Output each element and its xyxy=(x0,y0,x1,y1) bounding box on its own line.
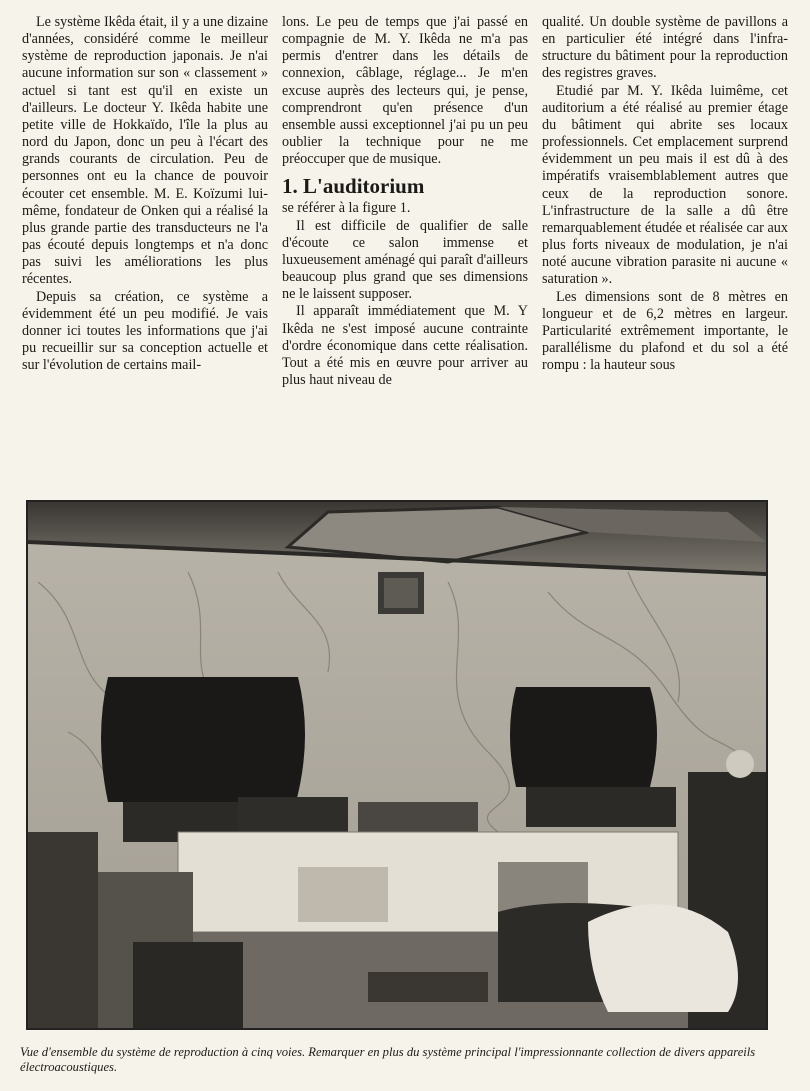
article-columns xyxy=(22,14,788,482)
paragraph-continuation: qualité. Un double système de pavillons a en particulier été intégré dans l'infra-structure du bâtiment pour la reproduction des registres graves. xyxy=(542,14,788,82)
auditorium-photo xyxy=(26,500,768,1030)
auditorium-illustration xyxy=(28,502,766,1028)
paragraph: Le système Ikêda était, il y a une dizaine d'années, considéré comme le meilleur système de reproduction japonais. Je n'ai aucune information sur son « classement » actuel si tant est qu'il en existe un d'ailleurs. Le docteur Y. Ikêda habite une petite ville de Hokkaïdo, l'île la plus au nord du Japon, donc un peu à l'écart des grands courants de circulation. Peu de personnes ont eu la chance de pouvoir écouter cet ensemble. M. E. Koïzumi lui-même, fondateur de Onken qui a réalisé la plus grande partie des transducteurs ne l'a pas écouté depuis longtemps et n'a donc pas suivi les améliorations les plus récentes. xyxy=(22,14,268,288)
paragraph: Etudié par M. Y. Ikêda luimême, cet auditorium a été réalisé au premier étage du bâtiment qui abrite ses locaux professionnels. Cet emplacement surprend évidemment un peu mais il est dû à des impératifs vraisemblablement autres que ceux de la reproduction sonore. L'infrastructure de la salle a dû être remarquablement étudée et réalisée car aux plus forts niveaux de modulation, je n'ai noté aucune vibration parasite ni aucune « saturation ». xyxy=(542,82,788,288)
paragraph: Il apparaît immédiatement que M. Y Ikêda ne s'est imposé aucune contrainte d'ordre économique dans cette réalisation. Tout a été mis en œuvre pour arriver au plus haut niveau de xyxy=(282,303,528,388)
column-3 xyxy=(542,14,788,482)
column-1 xyxy=(22,14,268,482)
figure-caption: Vue d'ensemble du système de reproduction à cinq voies. Remarquer en plus du système principal l'impressionnante collection de divers appareils électroacoustiques. xyxy=(20,1045,756,1074)
paragraph: Il est difficile de qualifier de salle d'écoute ce salon immense et luxueusement aménagé qui paraît d'ailleurs beaucoup plus grand que ses dimensions ne le laissent supposer. xyxy=(282,217,528,303)
paragraph: Les dimensions sont de 8 mètres en longueur et de 6,2 mètres en largeur. Particularité extrêmement importante, le parallélisme du plafond et du sol a été rompu : la hauteur sous xyxy=(542,288,788,374)
column-2 xyxy=(282,14,528,482)
paragraph: Depuis sa création, ce système a évidemment été un peu modifié. Je vais donner ici toutes les informations que j'ai pu recueillir sur sa conception actuelle et sur l'évolution de certains mail- xyxy=(22,288,268,374)
paragraph: se référer à la figure 1. xyxy=(282,200,411,217)
section-heading: 1. L'auditorium xyxy=(282,174,425,199)
paragraph-continuation: lons. Le peu de temps que j'ai passé en compagnie de M. Y. Ikêda ne m'a pas permis d'entrer dans les détails de connexion, câblage, réglage... Je m'en excuse auprès des lecteurs qui, je pense, comprendront qu'en présence d'un ensemble aussi exceptionnel j'ai pu un peu oublier la technique pour ne me préoccuper que de musique. xyxy=(282,14,528,168)
